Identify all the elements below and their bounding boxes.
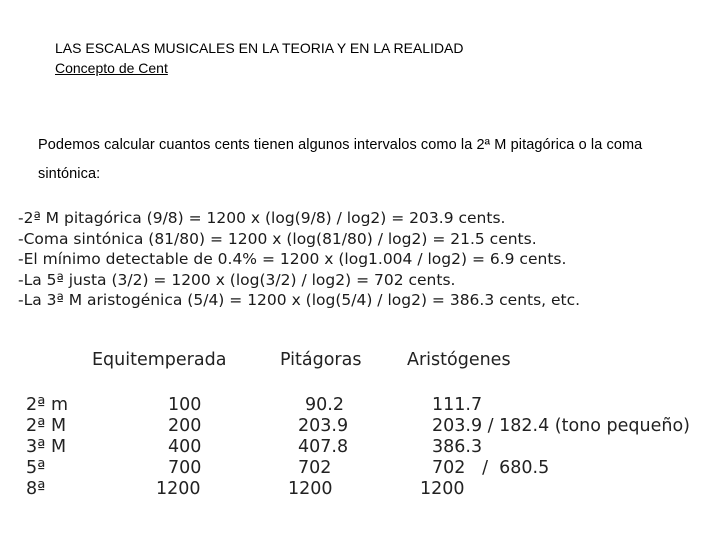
interval-cell: 2ª m — [26, 395, 68, 415]
title-main: LAS ESCALAS MUSICALES EN LA TEORIA Y EN LA REALIDAD — [55, 40, 464, 56]
interval-cell: 2ª M — [26, 416, 67, 436]
intro-paragraph: Podemos calcular cuantos cents tienen algunos intervalos como la 2ª M pitagórica o la coma sintónica: — [38, 137, 643, 182]
aristoxenus-cell: 203.9 / 182.4 (tono pequeño) — [432, 416, 691, 436]
equal-cell: 200 — [168, 416, 202, 436]
calc-line: -El mínimo detectable de 0.4% = 1200 x (log1.004 / log2) = 6.9 cents. — [18, 250, 567, 268]
equal-cell: 1200 — [156, 479, 201, 499]
calc-line: -La 5ª justa (3/2) = 1200 x (log(3/2) / log2) = 702 cents. — [18, 270, 456, 289]
equal-cell: 100 — [168, 395, 202, 415]
pythagoras-cell: 1200 — [288, 479, 333, 499]
interval-cell: 8ª — [26, 479, 46, 499]
calculations-list — [18, 208, 580, 311]
interval-cell: 5ª — [26, 458, 46, 478]
calc-line: -Coma sintónica (81/80) = 1200 x (log(81/80) / log2) = 21.5 cents. — [18, 229, 537, 248]
pythagoras-cell: 90.2 — [305, 395, 344, 415]
page-title — [55, 38, 464, 78]
table-row — [0, 437, 720, 458]
aristoxenus-cell: 111.7 — [432, 395, 483, 415]
table-row — [0, 395, 720, 416]
header-pitagoras: Pitágoras — [280, 350, 362, 370]
aristoxenus-cell: 386.3 — [432, 437, 483, 457]
calc-line: -2ª M pitagórica (9/8) = 1200 x (log(9/8) / log2) = 203.9 cents. — [18, 209, 506, 227]
interval-cell: 3ª M — [26, 437, 67, 457]
cents-table — [0, 345, 720, 515]
title-subtitle: Concepto de Cent — [55, 60, 168, 76]
header-equitemperada: Equitemperada — [92, 350, 227, 370]
equal-cell: 700 — [168, 458, 202, 478]
equal-cell: 400 — [168, 437, 202, 457]
header-aristogenes: Aristógenes — [407, 350, 511, 370]
table-row — [0, 479, 720, 500]
aristoxenus-cell: 1200 — [420, 479, 465, 499]
pythagoras-cell: 203.9 — [298, 416, 349, 436]
table-row — [0, 458, 720, 479]
pythagoras-cell: 407.8 — [298, 437, 349, 457]
aristoxenus-cell: 702 / 680.5 — [432, 458, 550, 478]
pythagoras-cell: 702 — [298, 458, 332, 478]
table-row — [0, 416, 720, 437]
calc-line: -La 3ª M aristogénica (5/4) = 1200 x (log(5/4) / log2) = 386.3 cents, etc. — [18, 291, 581, 309]
